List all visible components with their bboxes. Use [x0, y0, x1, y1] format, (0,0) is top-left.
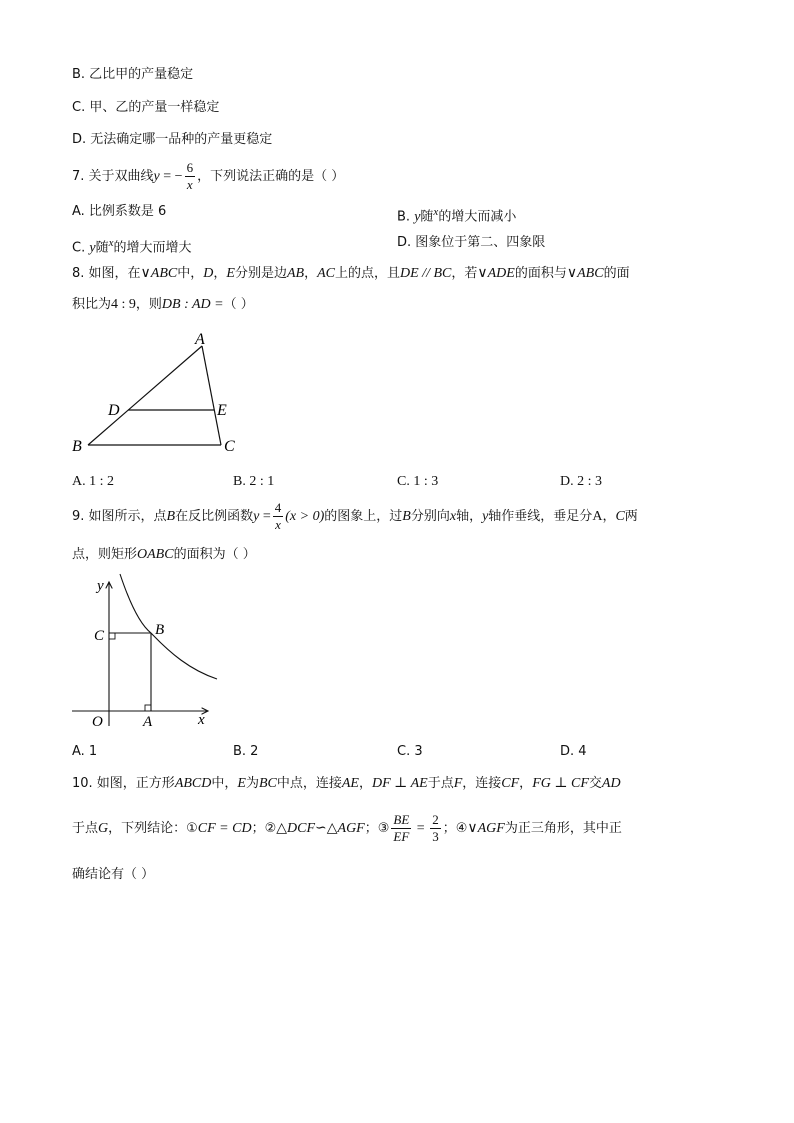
q10-l2e: ；④	[442, 821, 468, 836]
q9-label-y: y	[97, 578, 104, 594]
q7-oc-label: C.	[72, 240, 90, 256]
q7-ob-y: y	[414, 209, 421, 225]
q9-var-b: B	[166, 509, 176, 524]
q8-label-e: E	[217, 402, 227, 419]
q8-t1: 8. 如图，在	[72, 266, 141, 281]
q9-stem-line1	[72, 500, 638, 534]
q8-triangle-figure	[60, 325, 260, 465]
q9-hyperbola-curve	[120, 574, 217, 679]
q8-label-b: B	[72, 438, 82, 455]
q8-t6: 上的点，且	[335, 266, 401, 281]
q8-var-d: D	[203, 266, 214, 281]
q10-var-cf: CF	[501, 776, 520, 791]
q9-t5: 轴，	[456, 509, 483, 524]
q8-ratio: 4 : 9	[111, 297, 136, 312]
q7-oc-mid: 随	[95, 240, 109, 256]
q9-stem-line2	[72, 546, 256, 564]
q8-label-d: D	[108, 402, 120, 419]
q10-var-bc: BC	[258, 776, 277, 791]
q8-t4: 分别是边	[234, 266, 287, 281]
q9-var-x: x	[449, 509, 457, 524]
q8-t5: ，	[304, 266, 318, 281]
q9-var-y: y	[253, 509, 260, 524]
q9-label-a: A	[143, 714, 153, 730]
q10-conclusion-1: CF = CD	[197, 821, 252, 836]
q10-var-e: E	[237, 776, 246, 791]
q6-option-b: B. 乙比甲的产量稳定	[72, 67, 194, 82]
q10-fg-perp-cf: FG ⊥ CF	[532, 776, 589, 791]
q7-suffix: ，下列说法正确的是（ ）	[197, 169, 345, 184]
q10-fraction-2-3	[430, 812, 441, 845]
q10-t3: 为	[245, 776, 259, 791]
q9-right-angle-c	[109, 633, 115, 639]
q8-var-ac: AC	[317, 266, 335, 281]
q9-label-x: x	[198, 712, 205, 728]
q8-tri-abc-2: ∨ABC	[566, 266, 604, 281]
q10-var-ae: AE	[341, 776, 359, 791]
q8-t2: 中，	[177, 266, 204, 281]
q8-stem-line2	[72, 296, 254, 314]
q8-t3: ，	[213, 266, 227, 281]
q7-ob-post: 的增大而减小	[438, 209, 517, 225]
q10-t1: 10. 如图，正方形	[72, 776, 175, 791]
q10-conclusion-4: ∨AGF	[467, 821, 505, 836]
q8-t8: 的面积与	[514, 266, 567, 281]
q8-option-d: D. 2 : 3	[560, 474, 602, 489]
q8-l2a: 积比为	[72, 297, 112, 312]
q6-option-c: C. 甲、乙的产量一样稳定	[72, 100, 220, 115]
q8-label-a: A	[195, 331, 205, 348]
q7-ob-mid: 随	[420, 209, 434, 225]
q8-option-a: A. 1 : 2	[72, 474, 114, 489]
q10-frac2-num: 2	[432, 812, 439, 827]
q7-option-a: A. 比例系数是 6	[72, 204, 167, 219]
q7-option-d: D. 图象位于第二、四象限	[397, 235, 546, 250]
q9-label-b: B	[155, 622, 165, 638]
q8-stem-line1	[72, 265, 630, 283]
q8-de-parallel-bc: DE // BC	[400, 266, 452, 281]
q9-var-b2: B	[402, 509, 411, 524]
q9-t3: 的图象上，过	[324, 509, 403, 524]
q9-hyperbola-figure	[70, 570, 230, 730]
q9-var-y2: y	[482, 509, 489, 524]
q8-tri-ade: ∨ADE	[477, 266, 515, 281]
q7-oc-y: y	[89, 240, 96, 256]
q10-frac-eq: =	[413, 821, 429, 836]
q9-t8: 两	[624, 509, 638, 524]
q10-fraction-be-ef	[391, 812, 411, 845]
q10-l2b: ，下列结论：①	[108, 821, 198, 836]
q7-stem	[72, 160, 344, 194]
q10-t4: 中点，连接	[276, 776, 342, 791]
q10-stem-line2	[72, 811, 622, 847]
q7-ob-x: x	[433, 206, 439, 218]
q8-label-c: C	[224, 438, 235, 455]
q9-t4: 分别向	[410, 509, 450, 524]
q9-var-c: C	[615, 509, 625, 524]
q8-var-e: E	[226, 266, 235, 281]
q10-stem-line1	[72, 775, 621, 793]
q7-frac-den: x	[186, 177, 193, 192]
q10-t5: ，	[358, 776, 372, 791]
q9-l2b: 的面积为（ ）	[173, 547, 256, 562]
q10-conclusion-2: △DCF∽△AGF	[276, 821, 365, 836]
q10-frac-den: EF	[393, 829, 410, 844]
q9-t1: 9. 如图所示，点	[72, 509, 167, 524]
q7-text: 7. 关于双曲线	[72, 169, 154, 184]
q10-frac-num: BE	[393, 812, 410, 827]
q7-fraction	[185, 160, 196, 193]
q10-t8: ，	[519, 776, 533, 791]
q6-option-d: D. 无法确定哪一品种的产量更稳定	[72, 132, 273, 147]
q9-frac-num: 4	[274, 500, 282, 515]
q10-var-g: G	[98, 821, 109, 836]
q8-var-ab: AB	[286, 266, 305, 281]
q10-l2d: ；③	[364, 821, 390, 836]
q10-t6: 于点	[427, 776, 454, 791]
q7-ob-label: B.	[397, 209, 415, 225]
q8-l2b: ，则	[135, 297, 162, 312]
q8-tri-abc: ∨ABC	[140, 266, 178, 281]
q9-condition: (x > 0)	[285, 509, 325, 524]
q7-eq: = −	[159, 169, 183, 184]
q9-t2: 在反比例函数	[175, 509, 254, 524]
q7-oc-x: x	[108, 237, 114, 249]
q9-frac-den: x	[275, 517, 281, 532]
q9-fraction	[273, 500, 284, 533]
q7-oc-post: 的增大而增大	[113, 240, 192, 256]
q9-label-o: O	[92, 714, 103, 730]
q10-l2c: ；②	[251, 821, 277, 836]
q10-df-perp-ae: DF ⊥ AE	[372, 776, 428, 791]
q8-l2c: （ ）	[223, 297, 254, 312]
q8-option-b: B. 2 : 1	[233, 474, 275, 489]
q9-option-d: D. 4	[560, 744, 587, 759]
q9-option-a: A. 1	[72, 744, 98, 759]
q10-var-ad: AD	[601, 776, 621, 791]
q8-side-ac	[202, 346, 221, 445]
q9-var-oabc: OABC	[137, 547, 174, 562]
q10-l2f: 为正三角形，其中正	[504, 821, 622, 836]
q7-var-y: y	[153, 169, 160, 184]
q10-var-abcd: ABCD	[174, 776, 212, 791]
q10-frac2-den: 3	[432, 829, 439, 844]
q9-label-c: C	[94, 628, 105, 644]
q10-t7: ，连接	[462, 776, 502, 791]
q10-t9: 交	[588, 776, 602, 791]
q7-frac-num: 6	[186, 160, 194, 175]
q9-t6: 轴作垂线，垂足分	[488, 509, 593, 524]
q9-right-angle-a	[145, 705, 151, 711]
q10-var-f: F	[453, 776, 463, 791]
q10-t2: 中，	[211, 776, 238, 791]
q9-eq: =	[259, 509, 271, 524]
q8-t7: ，若	[451, 266, 478, 281]
q10-l2a: 于点	[72, 821, 99, 836]
q10-stem-line3: 确结论有（ ）	[72, 867, 155, 882]
q7-option-b	[397, 203, 516, 226]
q9-option-b: B. 2	[233, 744, 259, 759]
q9-l2a: 点，则矩形	[72, 547, 138, 562]
q8-db-ad: DB : AD =	[161, 297, 224, 312]
q8-option-c: C. 1 : 3	[397, 474, 439, 489]
q9-t7: ，	[602, 509, 616, 524]
q7-option-c	[72, 234, 191, 257]
q9-option-c: C. 3	[397, 744, 423, 759]
q8-side-ab	[88, 346, 202, 445]
q9-var-a: A	[592, 509, 603, 524]
q8-t9: 的面	[603, 266, 630, 281]
